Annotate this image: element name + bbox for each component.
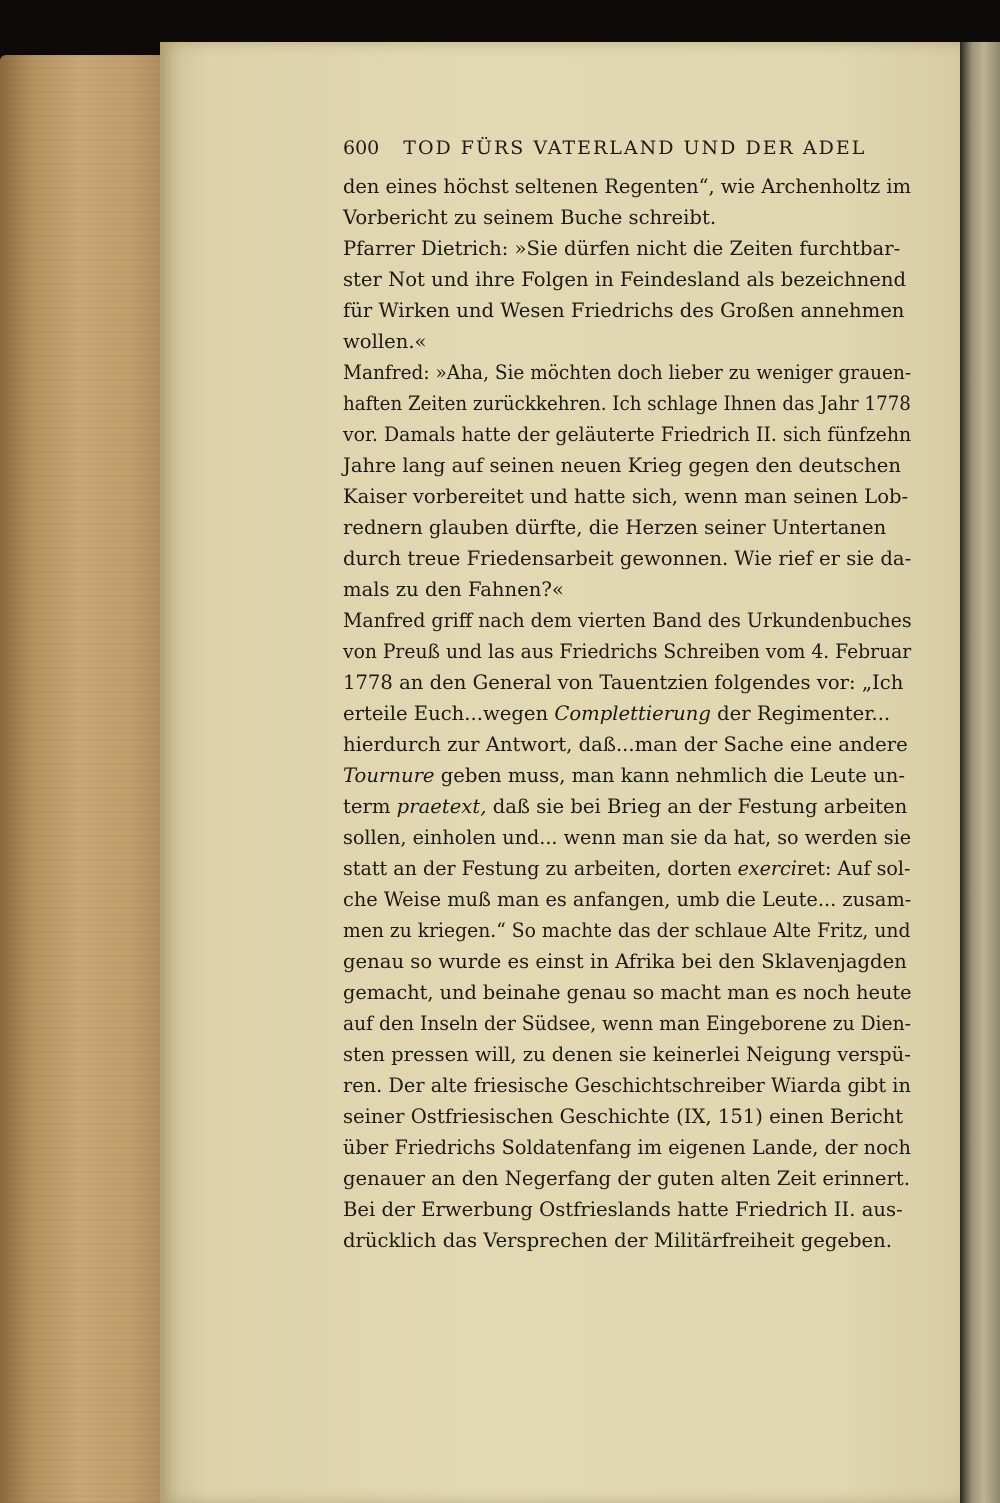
text-line: ster Not und ihre Folgen in Feindesland als bezeichnend <box>343 268 906 291</box>
text-line: 1778 an den General von Tauentzien folgendes vor: „Ich <box>343 671 904 694</box>
text-line: über Friedrichs Soldatenfang im eigenen Lande, der noch <box>343 1136 911 1159</box>
text-line: drücklich das Versprechen der Militärfreiheit gegeben. <box>343 1229 892 1252</box>
text-line: haften Zeiten zurückkehren. Ich schlage Ihnen das Jahr 1778 <box>343 392 911 415</box>
italic-term: praetext, <box>396 795 487 818</box>
text-line: mals zu den Fahnen?« <box>343 578 564 601</box>
italic-term: Tournure <box>343 764 435 787</box>
text-line <box>343 791 911 822</box>
facing-page-edge <box>960 42 1000 1503</box>
book-page-edges <box>0 55 175 1503</box>
text-line: wollen.« <box>343 330 427 353</box>
text-line: che Weise muß man es anfangen, umb die Leute... zusam- <box>343 888 912 911</box>
text-line <box>343 760 911 791</box>
text-line: vor. Damals hatte der geläuterte Friedrich II. sich fünfzehn <box>343 423 912 446</box>
text-segment: term <box>343 795 397 818</box>
text-segment: der Regimenter... <box>710 702 891 725</box>
text-line: sten pressen will, zu denen sie keinerlei Neigung verspü- <box>343 1043 911 1066</box>
page-number: 600 <box>343 137 380 159</box>
text-line: men zu kriegen.“ So machte das der schlaue Alte Fritz, und <box>343 919 911 942</box>
text-segment: geben muss, man kann nehmlich die Leute un- <box>434 764 905 787</box>
text-line <box>343 698 911 729</box>
text-line: rednern glauben dürfte, die Herzen seiner Untertanen <box>343 516 887 539</box>
text-line: Pfarrer Dietrich: »Sie dürfen nicht die Zeiten furchtbar- <box>343 237 901 260</box>
text-line: sollen, einholen und... wenn man sie da hat, so werden sie <box>343 826 912 849</box>
text-line: Manfred griff nach dem vierten Band des Urkundenbuches <box>343 609 912 632</box>
text-line: genauer an den Negerfang der guten alten Zeit erinnert. <box>343 1167 910 1190</box>
text-line: Vorbericht zu seinem Buche schreibt. <box>343 206 717 229</box>
text-line: Manfred: »Aha, Sie möchten doch lieber zu weniger grauen- <box>343 361 912 384</box>
text-line: Bei der Erwerbung Ostfrieslands hatte Friedrich II. aus- <box>343 1198 903 1221</box>
text-line: ren. Der alte friesische Geschichtschreiber Wiarda gibt in <box>343 1074 911 1097</box>
text-line: Jahre lang auf seinen neuen Krieg gegen den deutschen <box>343 454 901 477</box>
text-segment: ret: Auf sol- <box>796 857 911 880</box>
running-header <box>343 137 883 159</box>
italic-term: Complettierung <box>554 702 711 725</box>
text-line: für Wirken und Wesen Friedrichs des Großen annehmen <box>343 299 905 322</box>
text-segment: statt an der Festung zu arbeiten, dorten <box>343 857 738 880</box>
text-line: auf den Inseln der Südsee, wenn man Eingeborene zu Dien- <box>343 1012 911 1035</box>
text-line: von Preuß und las aus Friedrichs Schreiben vom 4. Februar <box>343 640 912 663</box>
text-line: den eines höchst seltenen Regenten“, wie Archenholtz im <box>343 175 912 198</box>
text-line: seiner Ostfriesischen Geschichte (IX, 151) einen Bericht <box>343 1105 904 1128</box>
italic-term: exerci <box>737 857 797 880</box>
text-line: gemacht, und beinahe genau so macht man es noch heute <box>343 981 912 1004</box>
text-segment: daß sie bei Brieg an der Festung arbeiten <box>486 795 908 818</box>
text-line: Kaiser vorbereitet und hatte sich, wenn man seinen Lob- <box>343 485 909 508</box>
text-line: genau so wurde es einst in Afrika bei den Sklavenjagden <box>343 950 907 973</box>
text-segment: erteile Euch...wegen <box>343 702 555 725</box>
text-line <box>343 853 911 884</box>
text-line: hierdurch zur Antwort, daß...man der Sache eine andere <box>343 733 908 756</box>
text-line: durch treue Friedensarbeit gewonnen. Wie rief er sie da- <box>343 547 912 570</box>
running-title: TOD FÜRS VATERLAND UND DER ADEL <box>403 137 867 159</box>
body-text <box>343 171 911 1256</box>
